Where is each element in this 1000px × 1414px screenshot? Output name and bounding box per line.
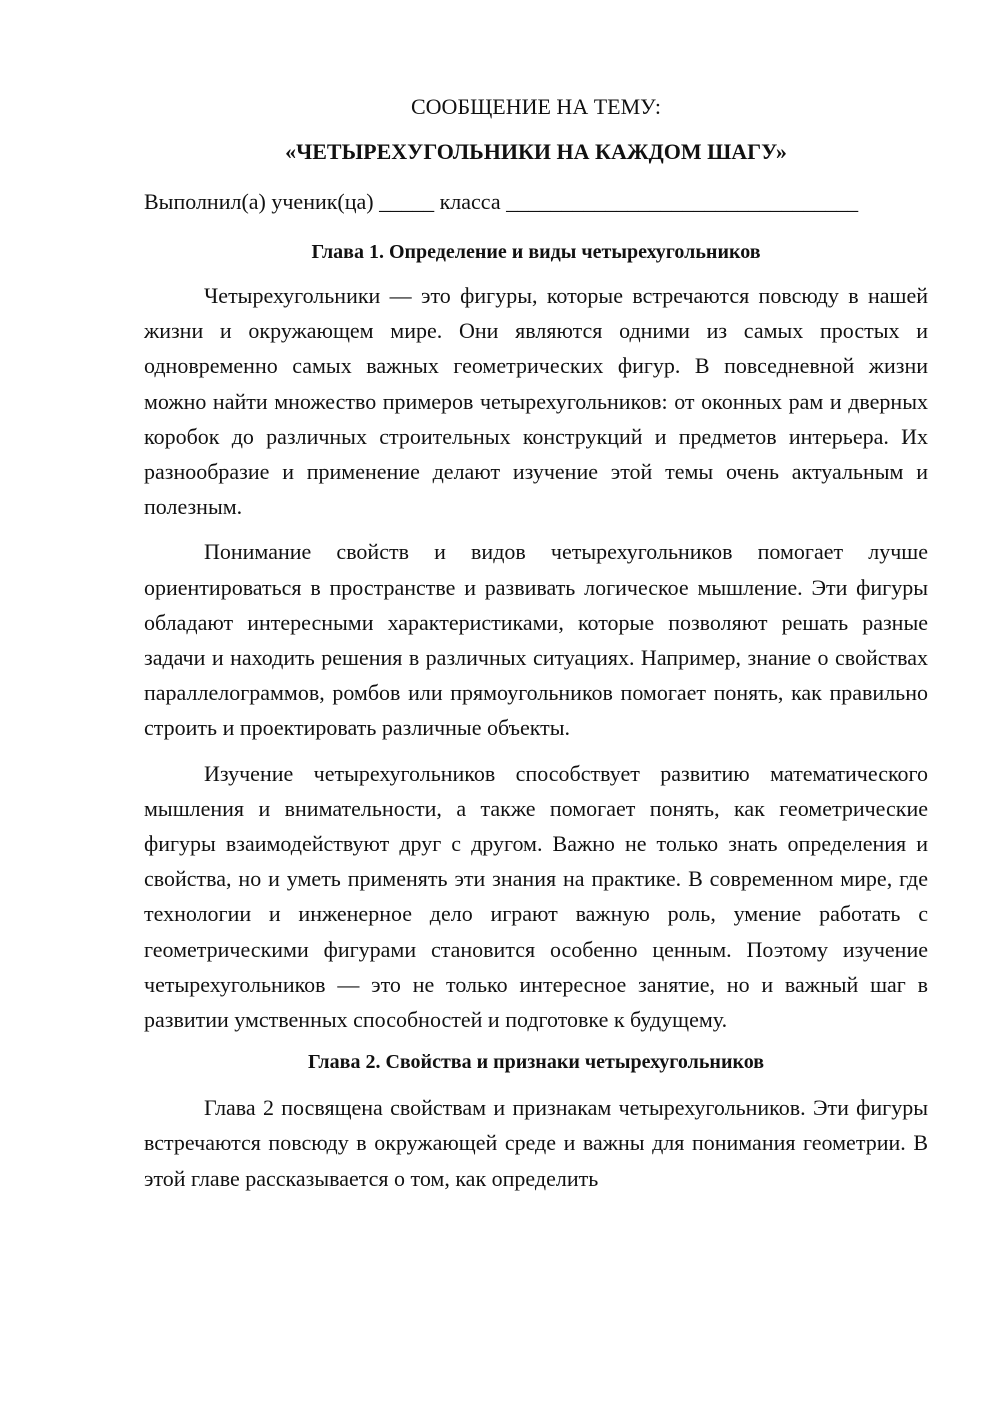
chapter-2-heading: Глава 2. Свойства и признаки четырехугольников	[307, 1051, 765, 1074]
chapter-1-paragraph-2: Понимание свойств и видов четырехугольников помогает лучше ориентироваться в пространстве и развивать логическое мышление. Эти фигуры обладают интересными характеристиками, которые позволяют решать разные задачи и находить решения в различных ситуациях. Например, знание о свойствах параллелограммов, ромбов или прямоугольников помогает понять, как правильно строить и проектировать различные объекты.	[144, 539, 928, 741]
document-title-line-2: «ЧЕТЫРЕХУГОЛЬНИКИ НА КАЖДОМ ШАГУ»	[285, 139, 787, 164]
author-line: Выполнил(а) ученик(ца) _____ класса ________________________________	[144, 189, 859, 214]
chapter-1-heading: Глава 1. Определение и виды четырехугольников	[311, 241, 761, 263]
chapter-1-paragraph-1: Четырехугольники — это фигуры, которые встречаются повсюду в нашей жизни и окружающем мире. Они являются одними из самых простых и одновременно самых важных геометрических фигур. В повседневной жизни можно найти множество примеров четырехугольников: от оконных рам и дверных коробок до различных строительных конструкций и предметов интерьера. Их разнообразие и применение делают изучение этой темы очень актуальным и полезным.	[144, 283, 928, 520]
document-page	[144, 92, 928, 1206]
chapter-1-paragraph-3: Изучение четырехугольников способствует развитию математического мышления и внимательности, а также помогает понять, как геометрические фигуры взаимодействуют друг с другом. Важно не только знать определения и свойства, но и уметь применять эти знания на практике. В современном мире, где технологии и инженерное дело играют важную роль, умение работать с геометрическими фигурами становится особенно ценным. Поэтому изучение четырехугольников — это не только интересное занятие, но и важный шаг в развитии умственных способностей и подготовке к будущему.	[144, 760, 928, 1033]
document-title-line-1: СООБЩЕНИЕ НА ТЕМУ:	[411, 94, 661, 119]
chapter-2-paragraph-1: Глава 2 посвящена свойствам и признакам четырехугольников. Эти фигуры встречаются повсюду в окружающей среде и важны для понимания геометрии. В этой главе рассказывается о том, как определить	[144, 1095, 928, 1191]
